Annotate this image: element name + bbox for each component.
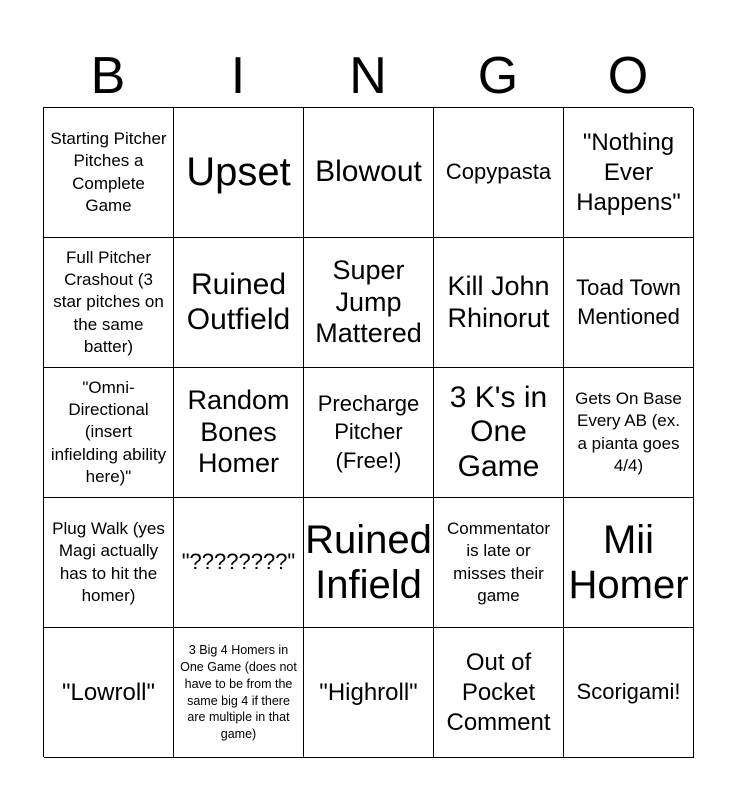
cell-text: "Omni-Directional (insert infielding ability here)" [50,378,167,486]
cell-text: Gets On Base Every AB (ex. a pianta goes 4/4) [575,389,682,475]
bingo-cell-r4-c2[interactable] [174,498,304,628]
bingo-cell-r5-c3[interactable] [304,628,434,758]
bingo-cell-r1-c3[interactable] [304,108,434,238]
cell-text: "Lowroll" [61,678,156,706]
cell-text: Plug Walk (yes Magi actually has to hit the homer) [52,519,165,605]
header-letter-g: G [477,47,519,105]
header-letter-b: B [90,47,126,105]
bingo-cell-r3-c2[interactable] [174,368,304,498]
bingo-cell-r3-c1[interactable] [44,368,174,498]
bingo-cell-r1-c2[interactable] [174,108,304,238]
cell-text: Super Jump Mattered [315,254,422,349]
bingo-cell-r3-c4[interactable] [434,368,564,498]
cell-text: Scorigami! [576,679,681,705]
header-letter-i: I [230,47,246,105]
bingo-cell-r1-c4[interactable] [434,108,564,238]
cell-text: "Highroll" [319,678,418,706]
cell-text: Toad Town Mentioned [576,275,681,329]
cell-text: Blowout [315,155,422,189]
bingo-cell-r2-c4[interactable] [434,238,564,368]
cell-text: Copypasta [445,159,552,185]
cell-text: Ruined Outfield [186,268,291,336]
cell-text: Upset [186,150,291,195]
cell-text: Kill John Rhinorut [447,270,550,333]
cell-text: Random Bones Homer [187,384,290,479]
cell-text: Commentator is late or misses their game [447,519,550,605]
cell-text: Full Pitcher Crashout (3 star pitches on the same batter) [53,248,164,356]
cell-text: "????????" [181,549,296,575]
bingo-cell-r1-c5[interactable] [564,108,694,238]
bingo-cell-r2-c1[interactable] [44,238,174,368]
header-letter-n: N [349,47,387,105]
bingo-cell-r2-c3[interactable] [304,238,434,368]
bingo-cell-r3-c5[interactable] [564,368,694,498]
header-letter-o: O [607,47,649,105]
bingo-cell-r2-c5[interactable] [564,238,694,368]
cell-text: Ruined Infield [305,517,432,607]
bingo-cell-r4-c5[interactable] [564,498,694,628]
bingo-cell-r4-c1[interactable] [44,498,174,628]
cell-text: 3 K's in One Game [449,380,548,483]
cell-text: Mii Homer [568,517,689,607]
bingo-header [43,44,693,108]
cell-text: Out of Pocket Comment [446,648,551,736]
cell-text: Starting Pitcher Pitches a Complete Game [50,129,167,215]
bingo-cell-r5-c1[interactable] [44,628,174,758]
bingo-cell-r3-c3[interactable] [304,368,434,498]
bingo-cell-r2-c2[interactable] [174,238,304,368]
bingo-cell-r1-c1[interactable] [44,108,174,238]
bingo-board [43,107,693,757]
cell-text: Precharge Pitcher (Free!) [317,391,420,473]
bingo-cell-r4-c4[interactable] [434,498,564,628]
bingo-cell-r5-c4[interactable] [434,628,564,758]
bingo-cell-r5-c2[interactable] [174,628,304,758]
bingo-cell-r5-c5[interactable] [564,628,694,758]
bingo-cell-r4-c3[interactable] [304,498,434,628]
cell-text: 3 Big 4 Homers in One Game (does not have to be from the same big 4 if there are multiple in that game) [180,642,297,742]
cell-text: "Nothing Ever Happens" [576,128,681,216]
